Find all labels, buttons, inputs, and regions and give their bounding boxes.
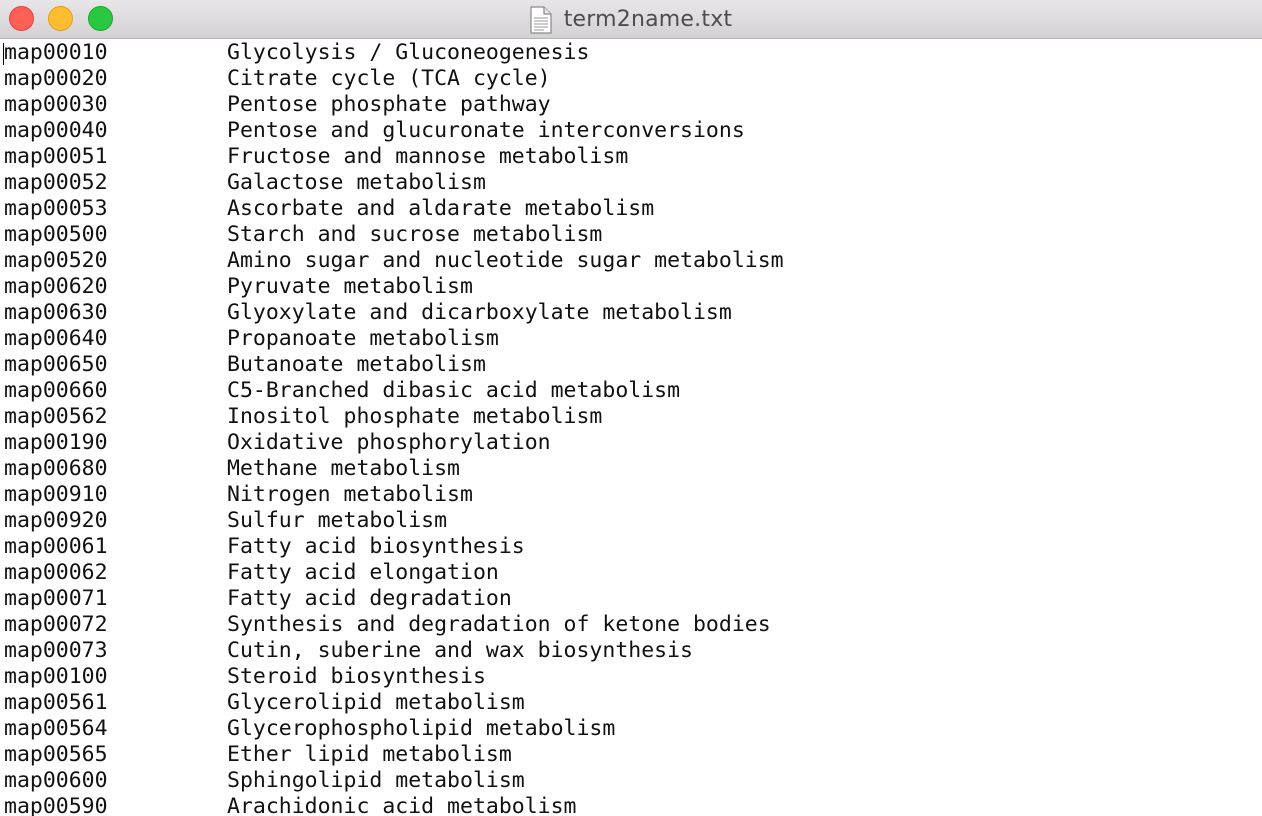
term-name: Butanoate metabolism (227, 352, 486, 377)
term-name: Sulfur metabolism (227, 508, 448, 533)
term-name: Fructose and mannose metabolism (227, 144, 629, 169)
term-id: map00073 (4, 638, 108, 663)
term-id: map00564 (4, 716, 108, 741)
term-id: map00650 (4, 352, 108, 377)
term-name: Pentose phosphate pathway (227, 92, 551, 117)
term-id: map00660 (4, 378, 108, 403)
term-name: Steroid biosynthesis (227, 664, 486, 689)
term-name: Starch and sucrose metabolism (227, 222, 603, 247)
window-title-group (0, 0, 1262, 39)
minimize-button[interactable] (48, 6, 73, 31)
term-id: map00040 (4, 118, 108, 143)
term-name: Fatty acid elongation (227, 560, 499, 585)
term-name: Synthesis and degradation of ketone bodies (227, 612, 771, 637)
term-name: Cutin, suberine and wax biosynthesis (227, 638, 693, 663)
term-id: map00061 (4, 534, 108, 559)
term-name: Sphingolipid metabolism (227, 768, 525, 793)
title-bar[interactable] (0, 0, 1262, 39)
text-document-icon (530, 6, 552, 34)
term-id: map00562 (4, 404, 108, 429)
term-name: Glycerophospholipid metabolism (227, 716, 616, 741)
term-id: map00640 (4, 326, 108, 351)
term-name: Pentose and glucuronate interconversions (227, 118, 745, 143)
term-id: map00600 (4, 768, 108, 793)
term-id: map00052 (4, 170, 108, 195)
term-name: Ascorbate and aldarate metabolism (227, 196, 655, 221)
term-id: map00051 (4, 144, 108, 169)
close-button[interactable] (9, 6, 34, 31)
zoom-button[interactable] (88, 6, 113, 31)
term-id: map00520 (4, 248, 108, 273)
term-name: Ether lipid metabolism (227, 742, 512, 767)
term-id: map00910 (4, 482, 108, 507)
term-id: map00630 (4, 300, 108, 325)
term-id: map00030 (4, 92, 108, 117)
term-id: map00561 (4, 690, 108, 715)
term-id: map00100 (4, 664, 108, 689)
term-name: Glyoxylate and dicarboxylate metabolism (227, 300, 732, 325)
text-caret (3, 43, 4, 65)
term-id: map00010 (4, 40, 108, 65)
term-name: Citrate cycle (TCA cycle) (227, 66, 551, 91)
term-id: map00020 (4, 66, 108, 91)
term-name: Propanoate metabolism (227, 326, 499, 351)
term-name: Oxidative phosphorylation (227, 430, 551, 455)
term-name: Arachidonic acid metabolism (227, 794, 577, 816)
term-name: Nitrogen metabolism (227, 482, 473, 507)
term-id: map00565 (4, 742, 108, 767)
term-id: map00053 (4, 196, 108, 221)
term-name: Amino sugar and nucleotide sugar metabolism (227, 248, 784, 273)
text-editor-area[interactable] (0, 40, 1262, 816)
term-name: Inositol phosphate metabolism (227, 404, 603, 429)
term-id: map00680 (4, 456, 108, 481)
window-title: term2name.txt (563, 7, 733, 32)
term-id: map00190 (4, 430, 108, 455)
term-id: map00920 (4, 508, 108, 533)
term-name: Galactose metabolism (227, 170, 486, 195)
term-id: map00620 (4, 274, 108, 299)
term-name: Glycerolipid metabolism (227, 690, 525, 715)
term-name: Pyruvate metabolism (227, 274, 473, 299)
term-id: map00072 (4, 612, 108, 637)
term-name: Methane metabolism (227, 456, 460, 481)
term-name: Fatty acid degradation (227, 586, 512, 611)
term-id: map00071 (4, 586, 108, 611)
term-id: map00062 (4, 560, 108, 585)
term-name: Glycolysis / Gluconeogenesis (227, 40, 590, 65)
term-id: map00500 (4, 222, 108, 247)
term-name: Fatty acid biosynthesis (227, 534, 525, 559)
term-name: C5-Branched dibasic acid metabolism (227, 378, 681, 403)
term-id: map00590 (4, 794, 108, 816)
